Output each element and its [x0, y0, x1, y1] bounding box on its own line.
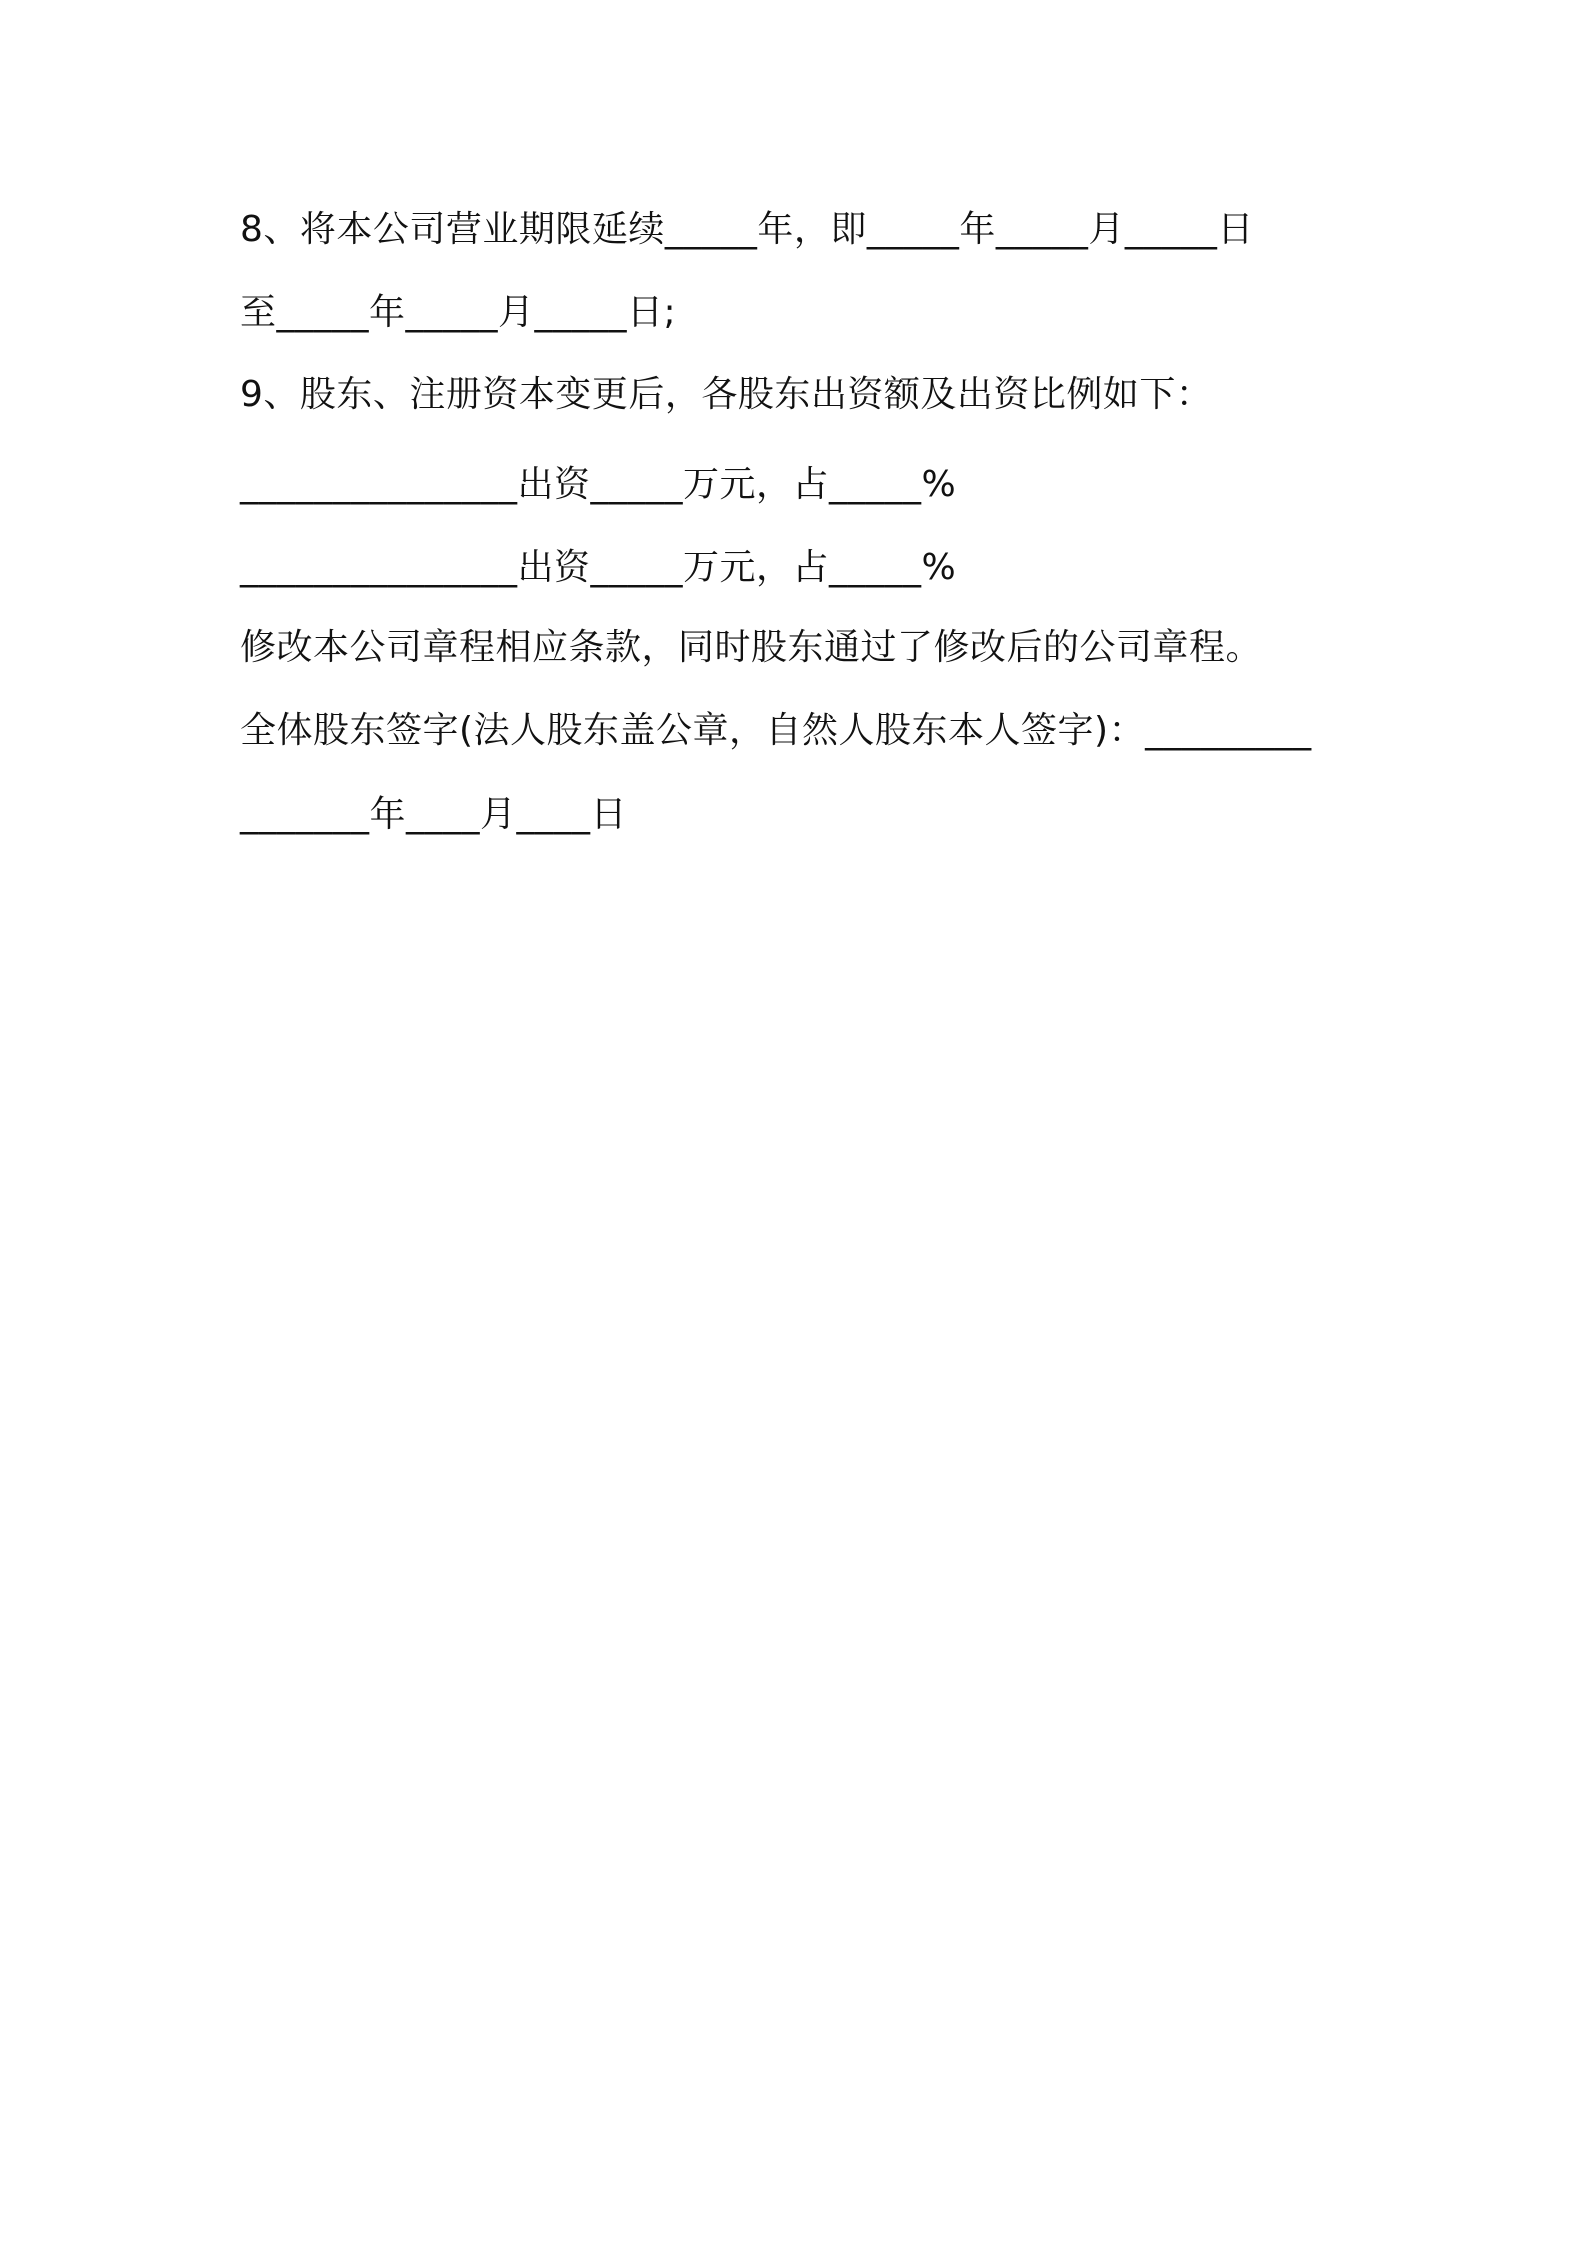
clause-8-term-end-date: 至_____年_____月_____日; — [240, 292, 677, 333]
shareholder-contribution-line-2: _______________出资_____万元，占_____% — [240, 547, 957, 588]
articles-amendment-statement: 修改本公司章程相应条款，同时股东通过了修改后的公司章程。 — [240, 627, 1263, 668]
signature-date-line: _______年____月____日 — [240, 794, 628, 835]
shareholder-signature-line: 全体股东签字(法人股东盖公章，自然人股东本人签字)：_________ — [240, 710, 1312, 751]
shareholder-contribution-line-1: _______________出资_____万元，占_____% — [240, 464, 957, 505]
clause-9-heading: 9、股东、注册资本变更后，各股东出资额及出资比例如下： — [240, 374, 1213, 415]
clause-8-term-extension: 8、将本公司营业期限延续_____年，即_____年_____月_____日 — [240, 209, 1254, 250]
